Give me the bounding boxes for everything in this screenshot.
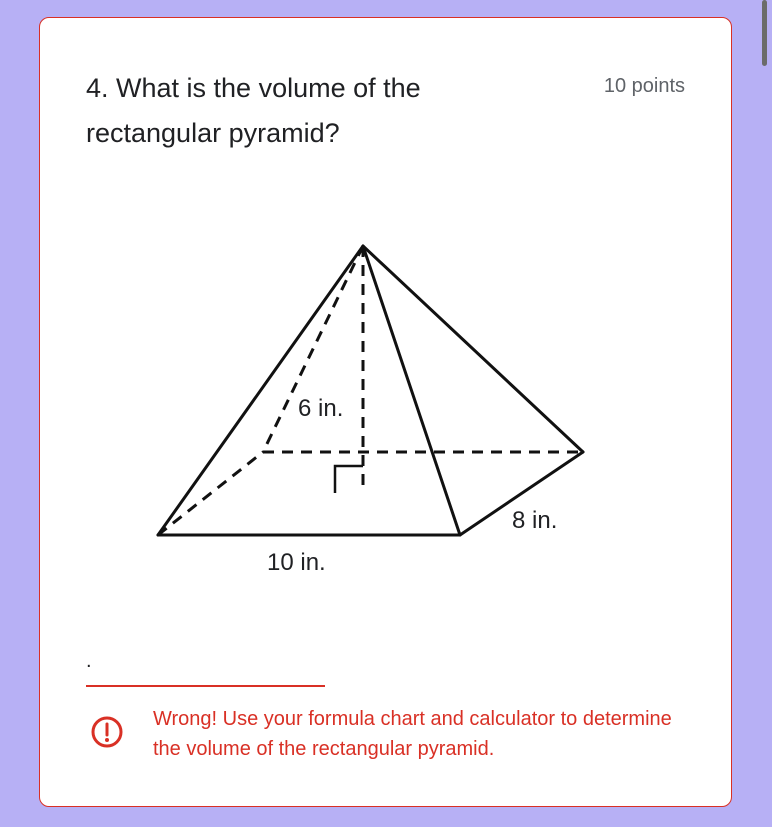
height-label: 6 in. bbox=[298, 395, 344, 422]
answer-field[interactable]: . bbox=[86, 650, 92, 672]
scrollbar-thumb[interactable] bbox=[762, 0, 767, 66]
question-card bbox=[39, 17, 732, 807]
question-title: 4. What is the volume of the rectangular pyramid? bbox=[86, 73, 421, 148]
width-label: 8 in. bbox=[512, 507, 558, 534]
length-label: 10 in. bbox=[267, 549, 326, 576]
feedback-message: Wrong! Use your formula chart and calculator to determine the volume of the rectangular pyramid. bbox=[153, 708, 672, 760]
points-label: 10 points bbox=[603, 75, 685, 97]
answer-underline bbox=[86, 685, 325, 687]
error-circle-icon bbox=[90, 715, 124, 749]
